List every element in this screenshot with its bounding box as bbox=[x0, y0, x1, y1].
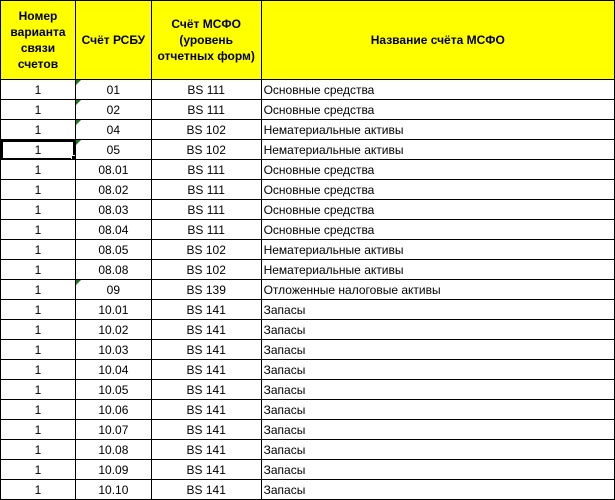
cell-rsbu-account[interactable]: 10.08 bbox=[75, 440, 151, 460]
cell-ifrs-account-name[interactable]: Запасы bbox=[261, 300, 614, 320]
cell-variant[interactable]: 1 bbox=[1, 340, 76, 360]
cell-variant[interactable]: 1 bbox=[1, 80, 76, 100]
cell-ifrs-account[interactable]: BS 141 bbox=[151, 400, 261, 420]
cell-ifrs-account[interactable]: BS 111 bbox=[151, 100, 261, 120]
cell-rsbu-account[interactable]: 08.04 bbox=[75, 220, 151, 240]
cell-ifrs-account[interactable]: BS 111 bbox=[151, 180, 261, 200]
cell-ifrs-account[interactable]: BS 111 bbox=[151, 80, 261, 100]
table-row bbox=[1, 460, 615, 480]
cell-rsbu-account[interactable]: 08.03 bbox=[75, 200, 151, 220]
cell-ifrs-account-name[interactable]: Запасы bbox=[261, 460, 614, 480]
cell-rsbu-account[interactable]: 10.04 bbox=[75, 360, 151, 380]
cell-ifrs-account-name[interactable]: Запасы bbox=[261, 380, 614, 400]
cell-rsbu-account[interactable]: 09 bbox=[75, 280, 151, 300]
cell-ifrs-account-name[interactable]: Запасы bbox=[261, 440, 614, 460]
header-variant[interactable]: Номер варианта связи счетов bbox=[1, 1, 76, 80]
cell-variant[interactable]: 1 bbox=[1, 480, 76, 500]
cell-rsbu-account[interactable]: 08.02 bbox=[75, 180, 151, 200]
cell-variant[interactable]: 1 bbox=[1, 380, 76, 400]
header-row bbox=[1, 1, 615, 80]
cell-rsbu-account[interactable]: 10.02 bbox=[75, 320, 151, 340]
cell-variant[interactable]: 1 bbox=[1, 440, 76, 460]
cell-rsbu-account[interactable]: 05 bbox=[75, 140, 151, 160]
cell-ifrs-account[interactable]: BS 141 bbox=[151, 320, 261, 340]
cell-ifrs-account[interactable]: BS 141 bbox=[151, 460, 261, 480]
cell-rsbu-account[interactable]: 10.07 bbox=[75, 420, 151, 440]
cell-variant[interactable]: 1 bbox=[1, 140, 76, 160]
header-rsbu-account[interactable]: Счёт РСБУ bbox=[75, 1, 151, 80]
cell-ifrs-account-name[interactable]: Нематериальные активы bbox=[261, 140, 614, 160]
cell-ifrs-account[interactable]: BS 111 bbox=[151, 220, 261, 240]
cell-rsbu-account[interactable]: 10.05 bbox=[75, 380, 151, 400]
table-row bbox=[1, 440, 615, 460]
cell-rsbu-account[interactable]: 10.09 bbox=[75, 460, 151, 480]
cell-ifrs-account-name[interactable]: Нематериальные активы bbox=[261, 260, 614, 280]
cell-variant[interactable]: 1 bbox=[1, 160, 76, 180]
cell-variant[interactable]: 1 bbox=[1, 120, 76, 140]
cell-rsbu-account[interactable]: 01 bbox=[75, 80, 151, 100]
table-row bbox=[1, 80, 615, 100]
cell-rsbu-account[interactable]: 04 bbox=[75, 120, 151, 140]
cell-ifrs-account-name[interactable]: Запасы bbox=[261, 420, 614, 440]
cell-ifrs-account-name[interactable]: Основные средства bbox=[261, 200, 614, 220]
cell-rsbu-account[interactable]: 08.08 bbox=[75, 260, 151, 280]
cell-ifrs-account-name[interactable]: Основные средства bbox=[261, 220, 614, 240]
table-row bbox=[1, 220, 615, 240]
cell-ifrs-account-name[interactable]: Запасы bbox=[261, 360, 614, 380]
table-row bbox=[1, 320, 615, 340]
cell-ifrs-account-name[interactable]: Основные средства bbox=[261, 80, 614, 100]
table-row bbox=[1, 280, 615, 300]
table-row bbox=[1, 140, 615, 160]
cell-variant[interactable]: 1 bbox=[1, 260, 76, 280]
table-row bbox=[1, 380, 615, 400]
cell-ifrs-account-name[interactable]: Запасы bbox=[261, 320, 614, 340]
cell-ifrs-account-name[interactable]: Отложенные налоговые активы bbox=[261, 280, 614, 300]
cell-ifrs-account-name[interactable]: Основные средства bbox=[261, 100, 614, 120]
cell-ifrs-account[interactable]: BS 139 bbox=[151, 280, 261, 300]
cell-ifrs-account-name[interactable]: Основные средства bbox=[261, 180, 614, 200]
table-row bbox=[1, 480, 615, 500]
cell-ifrs-account[interactable]: BS 141 bbox=[151, 360, 261, 380]
table-row bbox=[1, 100, 615, 120]
cell-rsbu-account[interactable]: 10.03 bbox=[75, 340, 151, 360]
cell-ifrs-account[interactable]: BS 102 bbox=[151, 260, 261, 280]
table-row bbox=[1, 400, 615, 420]
cell-ifrs-account-name[interactable]: Нематериальные активы bbox=[261, 120, 614, 140]
cell-variant[interactable]: 1 bbox=[1, 280, 76, 300]
table-row bbox=[1, 160, 615, 180]
cell-variant[interactable]: 1 bbox=[1, 180, 76, 200]
cell-ifrs-account-name[interactable]: Запасы bbox=[261, 400, 614, 420]
table-row bbox=[1, 120, 615, 140]
cell-variant[interactable]: 1 bbox=[1, 200, 76, 220]
cell-ifrs-account-name[interactable]: Основные средства bbox=[261, 160, 614, 180]
header-ifrs-account[interactable]: Счёт МСФО (уровень отчетных форм) bbox=[151, 1, 261, 80]
cell-variant[interactable]: 1 bbox=[1, 400, 76, 420]
cell-ifrs-account[interactable]: BS 141 bbox=[151, 480, 261, 500]
table-row bbox=[1, 340, 615, 360]
table-row bbox=[1, 420, 615, 440]
header-ifrs-account-name[interactable]: Название счёта МСФО bbox=[261, 1, 614, 80]
cell-ifrs-account[interactable]: BS 141 bbox=[151, 440, 261, 460]
cell-variant[interactable]: 1 bbox=[1, 320, 76, 340]
table-row bbox=[1, 260, 615, 280]
cell-rsbu-account[interactable]: 02 bbox=[75, 100, 151, 120]
cell-ifrs-account[interactable]: BS 102 bbox=[151, 240, 261, 260]
cell-variant[interactable]: 1 bbox=[1, 360, 76, 380]
table-row bbox=[1, 180, 615, 200]
table-row bbox=[1, 360, 615, 380]
table-body bbox=[1, 80, 615, 500]
cell-rsbu-account[interactable]: 08.01 bbox=[75, 160, 151, 180]
cell-variant[interactable]: 1 bbox=[1, 100, 76, 120]
table-row bbox=[1, 300, 615, 320]
table-row bbox=[1, 240, 615, 260]
table-row bbox=[1, 200, 615, 220]
cell-rsbu-account[interactable]: 08.05 bbox=[75, 240, 151, 260]
cell-ifrs-account[interactable]: BS 102 bbox=[151, 140, 261, 160]
cell-ifrs-account-name[interactable]: Нематериальные активы bbox=[261, 240, 614, 260]
cell-variant[interactable]: 1 bbox=[1, 220, 76, 240]
cell-ifrs-account[interactable]: BS 102 bbox=[151, 120, 261, 140]
cell-ifrs-account[interactable]: BS 141 bbox=[151, 380, 261, 400]
cell-rsbu-account[interactable]: 10.10 bbox=[75, 480, 151, 500]
cell-ifrs-account[interactable]: BS 111 bbox=[151, 200, 261, 220]
cell-variant[interactable]: 1 bbox=[1, 240, 76, 260]
cell-ifrs-account-name[interactable]: Запасы bbox=[261, 340, 614, 360]
cell-rsbu-account[interactable]: 10.01 bbox=[75, 300, 151, 320]
cell-ifrs-account-name[interactable]: Запасы bbox=[261, 480, 614, 500]
cell-ifrs-account[interactable]: BS 141 bbox=[151, 420, 261, 440]
cell-rsbu-account[interactable]: 10.06 bbox=[75, 400, 151, 420]
cell-ifrs-account[interactable]: BS 141 bbox=[151, 340, 261, 360]
cell-ifrs-account[interactable]: BS 111 bbox=[151, 160, 261, 180]
cell-variant[interactable]: 1 bbox=[1, 420, 76, 440]
cell-variant[interactable]: 1 bbox=[1, 460, 76, 480]
cell-ifrs-account[interactable]: BS 141 bbox=[151, 300, 261, 320]
cell-variant[interactable]: 1 bbox=[1, 300, 76, 320]
